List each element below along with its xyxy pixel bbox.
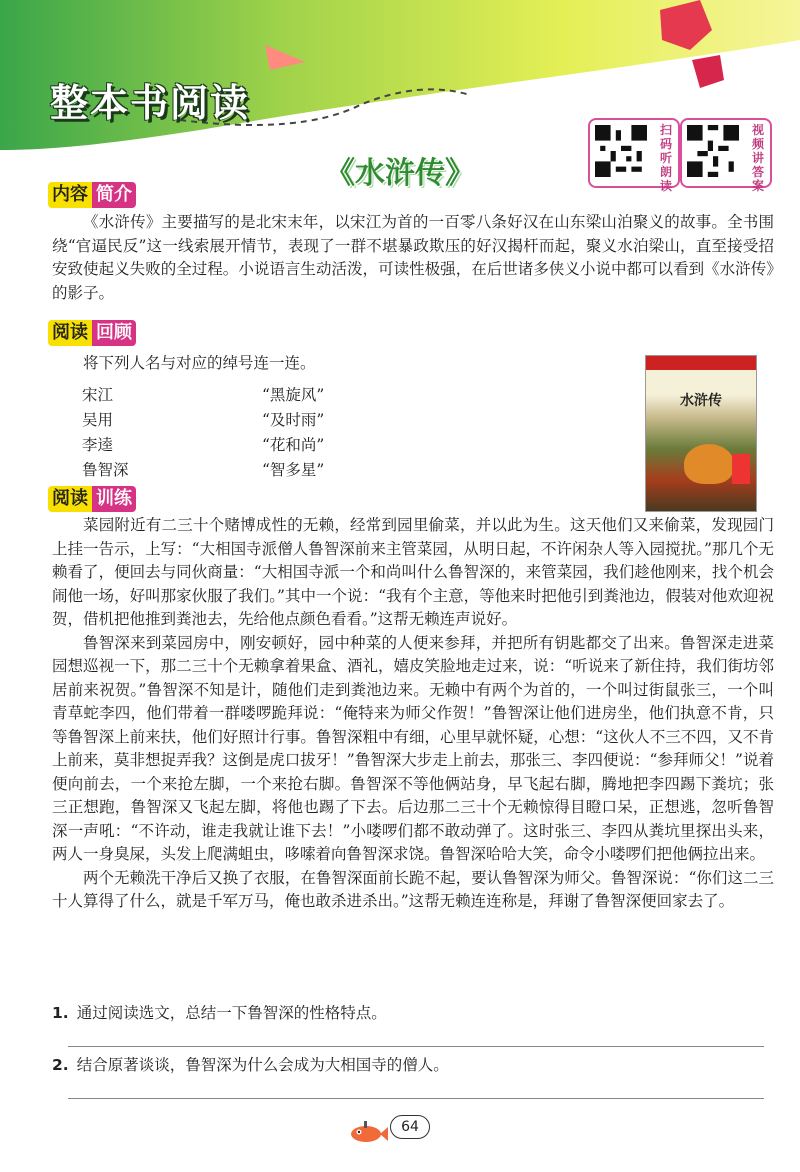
passage-paragraph: 鲁智深来到菜园房中，刚安顿好，园中种菜的人便来参拜，并把所有钥匙都交了出来。鲁智深走进菜园想巡视一下，那二三十个无赖拿着果盒、酒礼，嬉皮笑脸地走过来，说：“听说来了新住持，我们街坊邻居前来祝贺。”鲁智深不知是计，随他们走到粪池边来。无赖中有两个为首的，一个叫过街鼠张三，一个叫青草蛇李四，他们带着一群喽啰跪拜说：“俺特来为师父作贺！”鲁智深让他们进房坐，他们执意不肯，只等鲁智深上前来扶，他们好照计行事。鲁智深粗中有细，心里早就怀疑，心想：“这伙人不三不四，又不肯上前来，莫非想捉弄我？这倒是虎口拔牙！”鲁智深大步走上前去，那张三、李四便说：“参拜师父！”说着便向前去，一个来抢左脚，一个来抢右脚。鲁智深不等他俩站身，早飞起右脚，腾地把李四踢下粪坑；张三正想跑，鲁智深又飞起左脚，将他也踢了下去。后边那二三十个无赖惊得目瞪口呆，正想逃，忽听鲁智深一声吼：“不许动，谁走我就让谁下去！”小喽啰们都不敢动弹了。这时张三、李四从粪坑里探出头来，两人一身臭屎，头发上爬满蛆虫，哆嗦着向鲁智深求饶。鲁智深哈哈大笑，命令小喽啰们把他俩拉出来。 <box>52 633 774 863</box>
answer-line[interactable] <box>68 1098 764 1099</box>
heading-part-a: 阅读 <box>48 486 92 512</box>
section-heading-review <box>48 320 136 346</box>
review-instruction <box>52 352 572 376</box>
question-text: 通过阅读选文，总结一下鲁智深的性格特点。 <box>76 1004 387 1022</box>
qr-listen-label: 扫码听朗读 <box>659 123 672 193</box>
question-2 <box>52 1054 449 1076</box>
answer-line[interactable] <box>68 1046 764 1047</box>
cover-seal <box>732 454 750 484</box>
heading-part-a: 内容 <box>48 182 92 208</box>
book-title: 《水浒传》 <box>325 156 475 191</box>
practice-passage <box>52 514 774 914</box>
question-number: 1. <box>52 1004 69 1022</box>
intro-text: 《水浒传》主要描写的是北宋末年，以宋江为首的一百零八条好汉在山东梁山泊聚义的故事。全书围绕“官逼民反”这一线索展开情节，表现了一群不堪暴政欺压的好汉揭杆而起，聚义水泊梁山，直至接受招安致使起义失败的全过程。小说语言生动活泼，可读性极强，在后世诸多侠义小说中都可以看到《水浒传》的影子。 <box>52 213 774 302</box>
heading-part-b: 训练 <box>92 486 136 512</box>
heading-part-b: 回顾 <box>92 320 136 346</box>
match-row <box>82 408 402 433</box>
match-row <box>82 458 402 483</box>
nickname: “及时雨” <box>262 411 325 429</box>
character-name: 吴用 <box>82 411 114 429</box>
character-name: 鲁智深 <box>82 461 129 479</box>
matching-exercise <box>82 383 402 483</box>
heading-part-b: 简介 <box>92 182 136 208</box>
character-name: 李逵 <box>82 436 114 454</box>
tiger-illustration <box>684 444 734 484</box>
question-1 <box>52 1002 387 1024</box>
character-name: 宋江 <box>82 386 114 404</box>
passage-paragraph: 菜园附近有二三十个赌博成性的无赖，经常到园里偷菜，并以此为生。这天他们又来偷菜，发现园门上挂一告示，上写：“大相国寺派僧人鲁智深前来主管菜园，从明日起，不许闲杂人等入园搅扰。”那几个无赖看了，便回去与同伙商量：“大相国寺派一个和尚叫什么鲁智深的，来管菜园，我们趁他刚来，找个机会闹他一场，好叫那家伙服了我们。”其中一个说：“我有个主意，等他来时把他引到粪池边，假装对他欢迎祝贺，借机把他推到粪池去，先给他点颜色看看。”这帮无赖连声说好。 <box>52 516 774 628</box>
qr-video-label: 视频讲答案 <box>751 123 764 193</box>
question-number: 2. <box>52 1056 69 1074</box>
section-heading-intro <box>48 182 136 208</box>
cover-title: 水浒传 <box>680 393 722 409</box>
intro-paragraph <box>52 211 774 305</box>
page-number: 64 <box>390 1115 430 1139</box>
passage-paragraph: 两个无赖洗干净后又换了衣服，在鲁智深面前长跪不起，要认鲁智深为师父。鲁智深说：“你们这二三十人算得了什么，就是千军万马，俺也敢杀进杀出。”这帮无赖连连称是，拜谢了鲁智深便回家去了。 <box>52 868 774 910</box>
match-row <box>82 383 402 408</box>
nickname: “黑旋风” <box>262 386 325 404</box>
section-heading-practice <box>48 486 136 512</box>
cover-top-band <box>646 356 756 370</box>
question-text: 结合原著谈谈，鲁智深为什么会成为大相国寺的僧人。 <box>76 1056 449 1074</box>
nickname: “花和尚” <box>262 436 325 454</box>
match-row <box>82 433 402 458</box>
book-cover-image <box>645 355 757 512</box>
nickname: “智多星” <box>262 461 325 479</box>
review-instruction-text: 将下列人名与对应的绰号连一连。 <box>83 354 316 372</box>
page-number-container <box>0 1115 800 1139</box>
section-banner: 整本书阅读 <box>50 81 251 125</box>
heading-part-a: 阅读 <box>48 320 92 346</box>
